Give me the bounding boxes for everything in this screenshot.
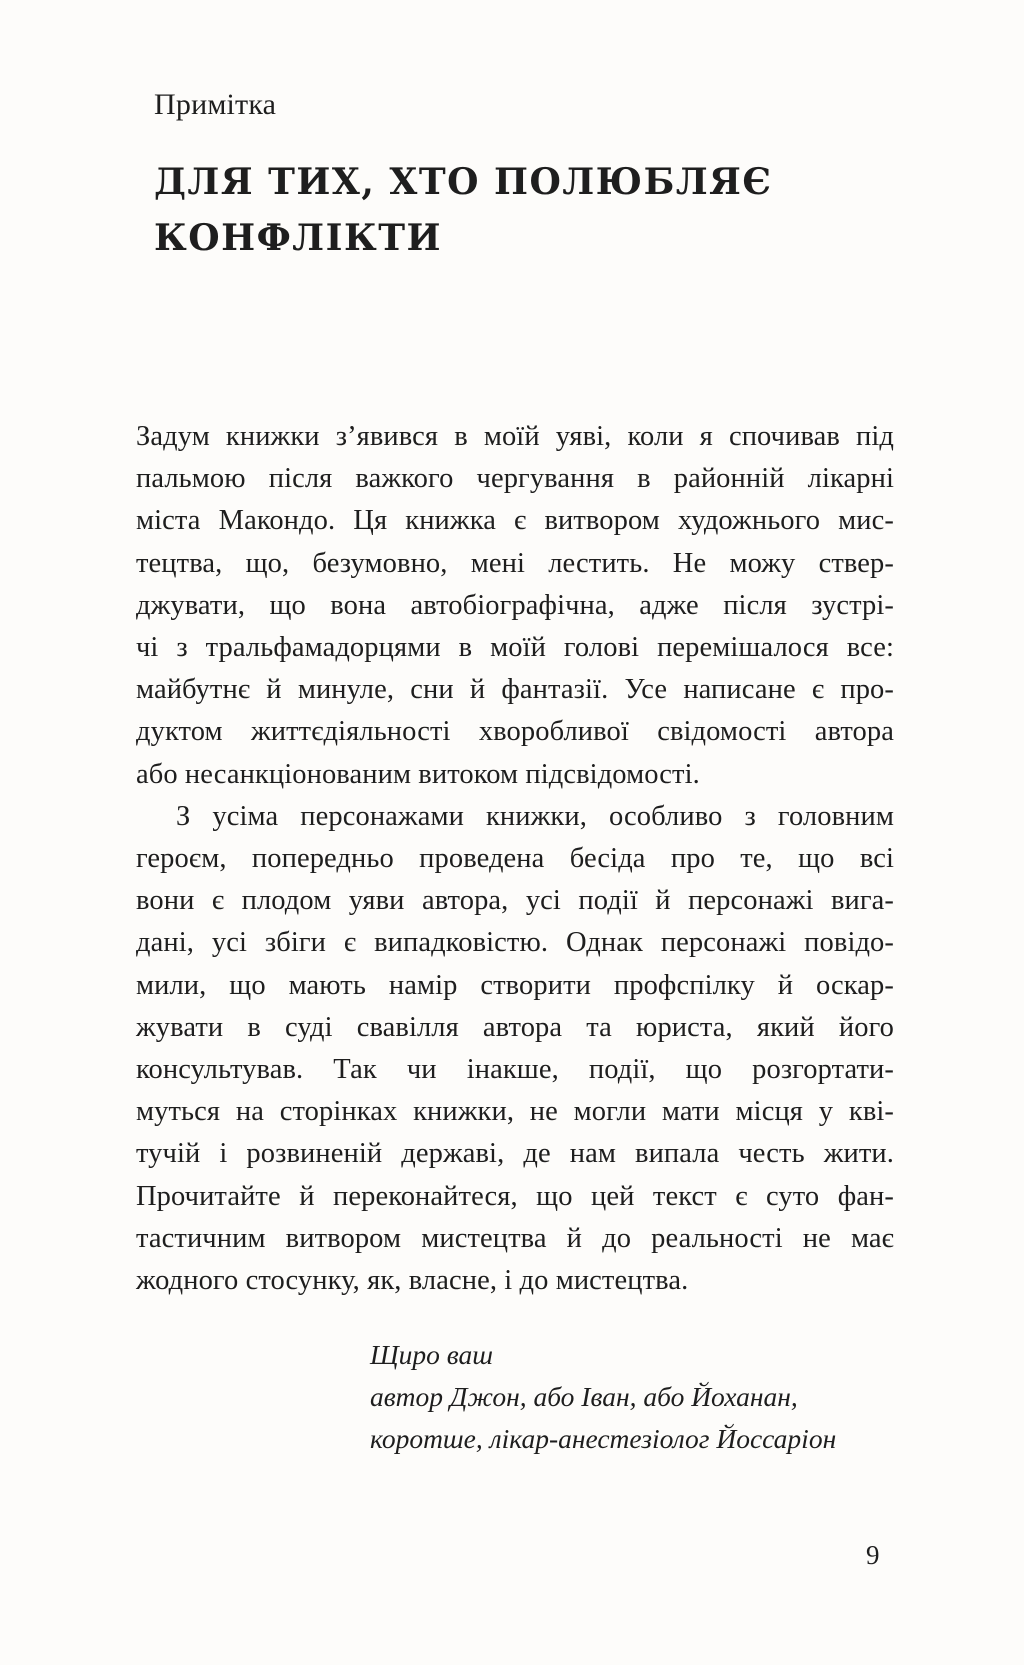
chapter-title xyxy=(154,154,914,266)
text-line: консультував. Так чи інакше, події, що розгортати- xyxy=(136,1054,894,1086)
text-line: дані, усі збіги є випадковістю. Однак персонажі повідо- xyxy=(136,927,894,959)
text-line: героєм, попередньо проведена бесіда про те, що всі xyxy=(136,843,894,875)
signature-line: автор Джон, або Іван, або Йоханан, xyxy=(370,1381,798,1412)
text-line: тастичним витвором мистецтва й до реальності не має xyxy=(136,1222,894,1254)
chapter-title-line: ДЛЯ ТИХ, ХТО ПОЛЮБЛЯЄ xyxy=(154,161,773,203)
text-line: джувати, що вона автобіографічна, адже після зустрі- xyxy=(136,589,894,621)
section-label: Примітка xyxy=(154,88,277,121)
text-line: або несанкціонованим витоком підсвідомості. xyxy=(136,758,700,790)
text-line: тучій і розвиненій державі, де нам випала честь жити. xyxy=(136,1138,894,1170)
text-line: жодного стосунку, як, власне, і до мистецтва. xyxy=(136,1265,689,1297)
text-line: Задум книжки з’явився в моїй уяві, коли я спочивав під xyxy=(136,421,894,452)
paragraph-2 xyxy=(136,796,894,1302)
text-line: міста Макондо. Ця книжка є витвором художнього мис- xyxy=(136,505,894,537)
paragraph-1 xyxy=(136,416,894,796)
text-line: тецтва, що, безумовно, мені лестить. Не можу ствер- xyxy=(136,547,894,579)
text-line: мили, що мають намір створити профспілку й оскар- xyxy=(136,969,894,1001)
text-line: дуктом життєдіяльності хворобливої свідомості автора xyxy=(136,716,894,748)
signature-line: Щиро ваш xyxy=(370,1339,494,1370)
body-text xyxy=(136,416,894,1302)
signature-line: коротше, лікар-анестезіолог Йоссаріон xyxy=(370,1423,837,1454)
text-line: вони є плодом уяви автора, усі події й персонажі вига- xyxy=(136,885,894,917)
chapter-title-line: КОНФЛІКТИ xyxy=(154,217,442,259)
text-line: жувати в суді свавілля автора та юриста, який його xyxy=(136,1011,894,1043)
text-line: муться на сторінках книжки, не могли мати місця у кві- xyxy=(136,1096,894,1128)
signature-block xyxy=(370,1334,836,1460)
text-line: пальмою після важкого чергування в районній лікарні xyxy=(136,463,894,495)
text-line: чі з тральфамадорцями в моїй голові перемішалося все: xyxy=(136,632,894,664)
text-line: майбутнє й минуле, сни й фантазії. Усе написане є про- xyxy=(136,674,894,706)
text-line: Прочитайте й переконайтеся, що цей текст є суто фан- xyxy=(136,1180,894,1212)
page-number: 9 xyxy=(866,1540,880,1570)
text-line: З усіма персонажами книжки, особливо з головним xyxy=(176,800,894,832)
